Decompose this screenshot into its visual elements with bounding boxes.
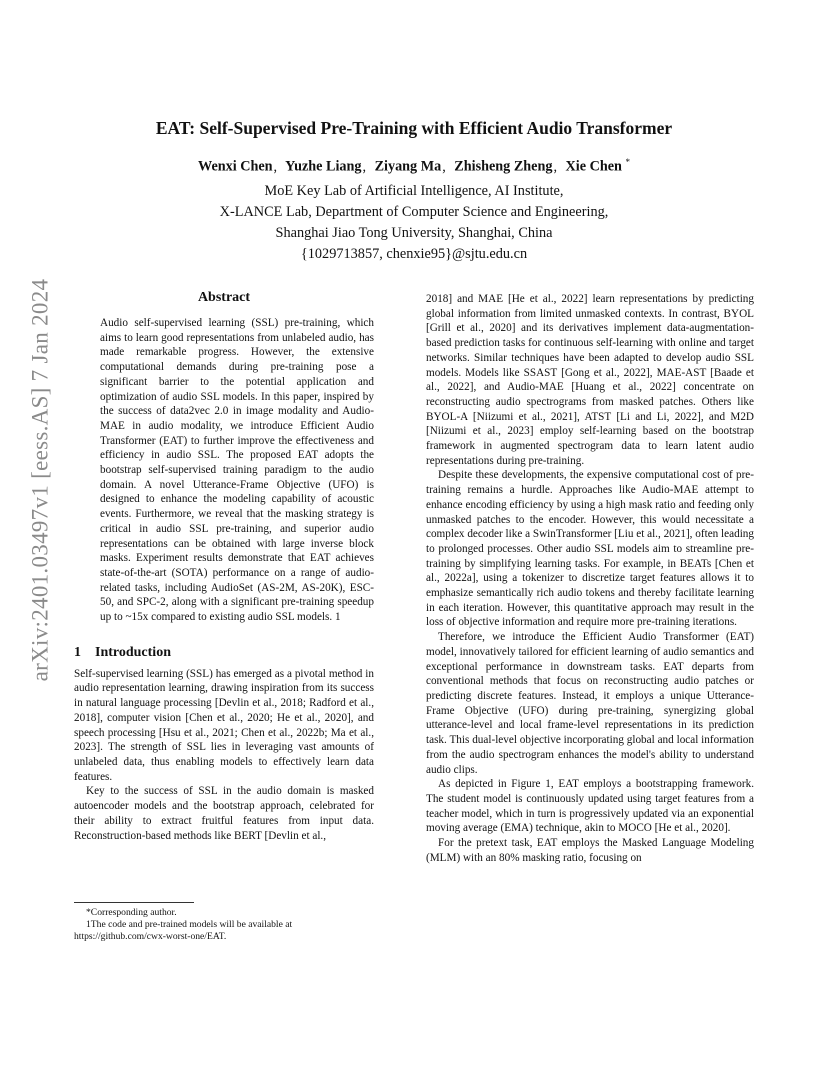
author-separator: , bbox=[273, 158, 278, 175]
author-name: Xie Chen bbox=[565, 158, 622, 175]
paragraph: Self-supervised learning (SSL) has emerged as a pivotal method in audio representation learning, drawing inspiration from its success in natural language processing [Devlin et al., 2018; Radford et al., 2018], computer vision [Chen et al., 2020; He et al., 2020], and speech processing [Hsu et al., 2021; Chen et al., 2022b; Ma et al., 2023]. The strength of SSL lies in leveraging vast amounts of unlabeled data, thus enabling models to effectively learn data features. bbox=[74, 667, 374, 783]
affiliation-line: Shanghai Jiao Tong University, Shanghai, China bbox=[275, 225, 553, 241]
introduction-body bbox=[74, 667, 374, 843]
footnote: 1The code and pre-trained models will be available at https://github.com/cwx-worst-one/EAT. bbox=[74, 919, 293, 942]
footnote-rule bbox=[74, 902, 194, 903]
paper-title: EAT: Self-Supervised Pre-Training with Efficient Audio Transformer bbox=[155, 118, 673, 138]
arxiv-identifier-stamp bbox=[22, 278, 58, 682]
section-title: Introduction bbox=[95, 644, 171, 660]
author-email: {1029713857, chenxie95}@sjtu.edu.cn bbox=[300, 246, 528, 262]
affiliation-block bbox=[0, 181, 828, 265]
arxiv-identifier-text: arXiv:2401.03497v1 [eess.AS] 7 Jan 2024 bbox=[27, 278, 52, 682]
paragraph: Key to the success of SSL in the audio domain is masked autoencoder models and the bootstrap approach, celebrated for their ability to extract fruitful features from input data. Reconstruction-based methods like BERT [Devlin et al., bbox=[74, 785, 374, 842]
section-number: 1 bbox=[74, 644, 81, 660]
author-separator: , bbox=[553, 158, 557, 175]
footnote: *Corresponding author. bbox=[86, 907, 177, 918]
author-separator: , bbox=[442, 158, 446, 175]
paragraph: Despite these developments, the expensive computational cost of pre-training remains a hurdle. Approaches like Audio-MAE attempt to enhance encoding efficiency by using a high mask ratio and feeding only unmasked patches to the encoder. However, this would necessitate a complex decoder like a SwinTransformer [Liu et al., 2021], often leading to prolonged processes. Other audio SSL models aim to streamline pre-training by simplifying learning tasks. For example, in BEATs [Chen et al., 2022a], using a tokenizer to discretize target features allows it to emphasize semantically rich audio tokens and thereby facilitate learning in each iteration. However, this quantitative approach may result in the loss of objective information and require more pre-training iterations. bbox=[426, 469, 754, 629]
abstract-body bbox=[100, 316, 374, 625]
footnotes bbox=[74, 902, 374, 943]
author-list bbox=[0, 157, 828, 176]
affiliation-line: X-LANCE Lab, Department of Computer Science and Engineering, bbox=[219, 204, 609, 220]
left-column bbox=[74, 290, 374, 843]
right-column bbox=[426, 292, 754, 865]
affiliation-line: MoE Key Lab of Artificial Intelligence, AI Institute, bbox=[264, 183, 564, 199]
author-name: Zhisheng Zheng bbox=[454, 158, 553, 175]
abstract-heading: Abstract bbox=[197, 290, 251, 305]
author-separator: , bbox=[362, 158, 367, 175]
abstract-text: Audio self-supervised learning (SSL) pre-training, which aims to learn good representations from unlabeled audio, has made remarkable progress. However, the extensive computational demands during pre-training pose a significant barrier to the potential application and optimization of audio SSL models. In this paper, inspired by the success of data2vec 2.0 in image modality and Audio-MAE in audio modality, we introduce Efficient Audio Transformer (EAT) to further improve the effectiveness and efficiency in audio SSL. The proposed EAT adopts the bootstrap self-supervised training paradigm to the audio domain. A novel Utterance-Frame Objective (UFO) is designed to enhance the modeling capability of acoustic events. Furthermore, we reveal that the masking strategy is critical in audio SSL pre-training, and superior audio representations can be obtained with large inverse block masks. Experiment results demonstrate that EAT achieves state-of-the-art (SOTA) performance on a range of audio-related tasks, including AudioSet (AS-2M, AS-20K), ESC-50, and SPC-2, along with a significant pre-training speedup up to ~15x compared to existing audio SSL models. 1 bbox=[100, 317, 374, 624]
paragraph: For the pretext task, EAT employs the Masked Language Modeling (MLM) with an 80% masking ratio, focusing on bbox=[426, 837, 754, 864]
author-name: Yuzhe Liang bbox=[285, 158, 362, 175]
paragraph: 2018] and MAE [He et al., 2022] learn representations by predicting global information from limited unmasked contexts. In contrast, BYOL [Grill et al., 2020] and its derivatives implement data-augmentation-based prediction tasks for continuous self-learning with online and target networks. Similar techniques have been adapted to develop audio SSL models. Models like SSAST [Gong et al., 2022], MAE-AST [Baade et al., 2022], and Audio-MAE [Huang et al., 2022] concentrate on reconstructing audio spectrograms from masked patches. Others like BYOL-A [Niizumi et al., 2021], ATST [Li and Li, 2022], and M2D [Niizumi et al., 2023] employ self-learning based on the bootstrap framework in augmented spectrogram data to learn latent audio representations during pre-training. bbox=[426, 293, 754, 467]
corresponding-author-mark: * bbox=[625, 157, 630, 167]
paragraph: As depicted in Figure 1, EAT employs a bootstrapping framework. The student model is continuously updated using target features from a teacher model, which in turn is progressively updated via an exponential moving average (EMA) technique, akin to MOCO [He et al., 2020]. bbox=[426, 778, 754, 835]
section-heading-introduction bbox=[74, 645, 374, 661]
paragraph: Therefore, we introduce the Efficient Audio Transformer (EAT) model, innovatively tailored for efficient learning of audio semantics and exceptional performance in downstream tasks. EAT departs from conventional methods that focus on reconstructing audio patches or predicting discrete features. Instead, it employs a unique Utterance-Frame Objective (UFO) during pre-training, synergizing global utterance-level and local frame-level representations in its prediction task. This dual-level objective incorporating global and local information from the audio spectrogram enhances the model's ability to understand audio clips. bbox=[426, 631, 754, 776]
author-name: Wenxi Chen bbox=[198, 158, 273, 175]
author-name: Ziyang Ma bbox=[374, 158, 442, 175]
